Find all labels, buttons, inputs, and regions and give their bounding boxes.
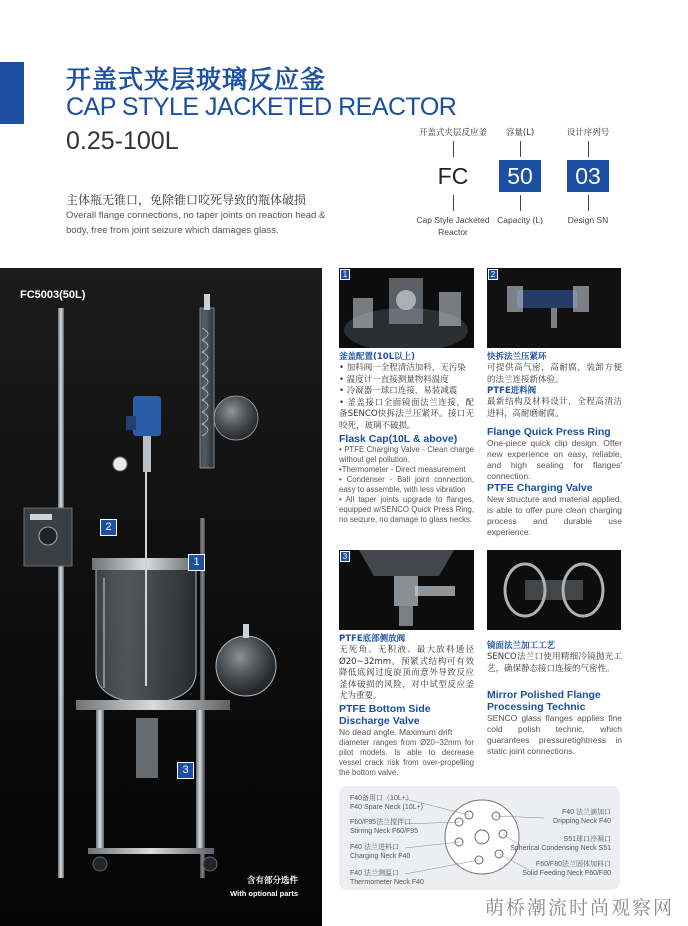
accent-bar (0, 62, 24, 124)
tick-line (588, 195, 589, 211)
page-title-cn: 开盖式夹层玻璃反应釜 (66, 65, 327, 94)
capacity-label-cn: 容量(L) (505, 128, 535, 138)
callout-badge: 1 (188, 554, 205, 571)
neck-layout-diagram (339, 786, 620, 890)
neck-label-solid-feeding: F60/F80法兰固体加料口 Solid Feeding Neck F60/F80 (522, 861, 611, 877)
flask-cap-photo (339, 268, 474, 348)
tick-line (520, 141, 521, 157)
neck-label-condensing: S51球口冷凝口 Spherical Condensing Neck S51 (510, 836, 611, 852)
intro-text-en: Overall flange connections, no taper joints on reaction head & body, free from joint seizure which damages glass. (66, 210, 326, 236)
callout-badge: 2 (100, 519, 117, 536)
capacity-range: 0.25-100L (66, 127, 179, 155)
neck-label-thermometer: F40 法兰测温口 Thermometer Neck F40 (350, 870, 424, 886)
section-heading-en: Mirror Polished Flange Processing Technic (487, 689, 601, 713)
feature-line: • PTFE Charging Valve - Clean charge without gel pollution. (339, 445, 474, 464)
section-body-en: One-piece quick clip design. Offer new experience on easy, reliable, and high sealing for flanges' connection. (487, 438, 622, 481)
design-label-cn: 设计序列号 (566, 128, 610, 138)
feature-line: • All taper joints upgrade to flanges, equipped w/SENCO Quick Press Ring, no seizure, no damage to glass necks. (339, 495, 474, 524)
flange-ring-photo (487, 268, 621, 348)
feature-line: • 冷凝器一球口连接，易装减震 (339, 386, 458, 396)
section-heading-en: PTFE Charging Valve (487, 482, 593, 494)
thumbnail-polished-flange (487, 550, 621, 630)
section-heading-cn: PTFE进料阀 (487, 386, 537, 396)
capacity-code-column (498, 126, 542, 226)
tick-line (453, 141, 454, 157)
tick-line (588, 141, 589, 157)
page-title-en: CAP STYLE JACKETED REACTOR (66, 93, 457, 121)
optional-parts-note-cn: 含有部分选件 (246, 876, 298, 886)
model-code-key (410, 126, 650, 246)
section-heading-cn: 快拆法兰压紧环 (487, 352, 547, 362)
bottom-valve-photo (339, 550, 474, 630)
capacity-label-en: Capacity (L) (497, 215, 543, 225)
section-heading-en: Flange Quick Press Ring (487, 426, 611, 438)
feature-line: • 温度计一直接测量物料温度 (339, 374, 449, 385)
section-heading-en: PTFE Bottom Side Discharge Valve (339, 702, 431, 727)
optional-parts-note-en: With optional parts (230, 889, 298, 898)
feature-line: •Thermometer - Direct measurement (339, 465, 466, 474)
watermark-text: 萌桥潮流时尚观察网 (484, 897, 674, 919)
neck-label-stirring: F60/F95法兰搅拌口 Stirring Neck F60/F95 (350, 819, 419, 835)
series-code: FC (437, 163, 469, 189)
tick-line (520, 195, 521, 211)
section-body-en: New structure and material applied, is able to offer pure clean charging process and durable use experience. (487, 494, 622, 537)
thumb-number: 1 (340, 269, 350, 280)
section-body-cn: 可提供高气密，高耐腐，装卸方便的法兰连接新体验。 (487, 363, 622, 385)
thumb-number: 2 (488, 269, 498, 280)
section-heading-cn: PTFE底部侧放阀 (339, 634, 406, 644)
section-body-en: SENCO glass flanges applies fine cold polish technic, which guarantees pressuretightness in static joint connections. (487, 713, 622, 756)
section-body-cn: 最新结构及材料设计，全程高清洁进料，高耐磨耐腐。 (487, 397, 622, 419)
tick-line (453, 195, 454, 211)
reactor-illustration (0, 268, 322, 926)
section-body-en: diameter ranges from Ø20~32mm for pilot models. Is able to decrease vessel crack risk from over-propelling the bottom valve. (339, 737, 474, 777)
thumbnail-flask-cap (339, 268, 474, 348)
feature-line: • 釜盖接口全面镜面法兰连接，配备SENCO快拆法兰压紧环。接口无咬死，玻璃不破损。 (339, 397, 474, 431)
series-label-cn: 开盖式夹层反应釜 (418, 128, 487, 138)
reactor-photo-panel (0, 268, 322, 926)
series-label-en: Cap Style Jacketed Reactor (416, 215, 490, 237)
design-label-en: Design SN (567, 215, 609, 225)
polished-flange-photo (487, 550, 621, 630)
design-code: 03 (567, 160, 609, 192)
section-heading-cn: 镜面法兰加工工艺 (487, 641, 556, 651)
neck-label-spare: F40备用口（10L+） F40 Spare Neck (10L+) (350, 795, 423, 811)
capacity-code: 50 (499, 160, 541, 192)
callout-badge: 3 (177, 762, 194, 779)
intro-text-cn: 主体瓶无锥口，免除锥口咬死导致的瓶体破损 (66, 193, 307, 207)
section-heading-en: Flask Cap(10L & above) (339, 433, 458, 445)
neck-label-dripping: F40 法兰滴加口 Dripping Neck F40 (553, 809, 611, 825)
section-body-cn: 无死角、无积液、最大放料通径Ø20~32mm。预紧式结构可有效降低底阀过度旋顶而意外导致反应釜体破损的风险，对中试型反应釜尤为重要。 (339, 645, 474, 701)
feature-line: • Condenser - Ball joint connection, easy to assemble, with less vibration (339, 475, 474, 494)
section-flask-cap (339, 352, 474, 525)
section-polished-flange (487, 641, 622, 757)
thumbnail-flange-ring (487, 268, 621, 348)
series-code-column (410, 126, 496, 238)
section-flange-ring (487, 352, 622, 538)
thumbnail-bottom-valve (339, 550, 474, 630)
thumb-number: 3 (340, 551, 350, 562)
model-label: FC5003(50L) (20, 289, 86, 301)
neck-label-charging: F40 法兰进料口 Charging Neck F40 (350, 844, 411, 860)
section-body-cn: SENCO法兰口使用精细冷镜抛光工艺，确保静态接口连接的气密性。 (487, 652, 622, 674)
section-body-en: No dead angle. Maximum drift (339, 726, 453, 737)
section-bottom-valve (339, 634, 474, 778)
section-heading-cn: 釜盖配置(10L以上) (339, 352, 416, 362)
feature-line: • 加料阀一全程清洁加料，无污染 (339, 363, 466, 373)
design-code-column (562, 126, 614, 226)
